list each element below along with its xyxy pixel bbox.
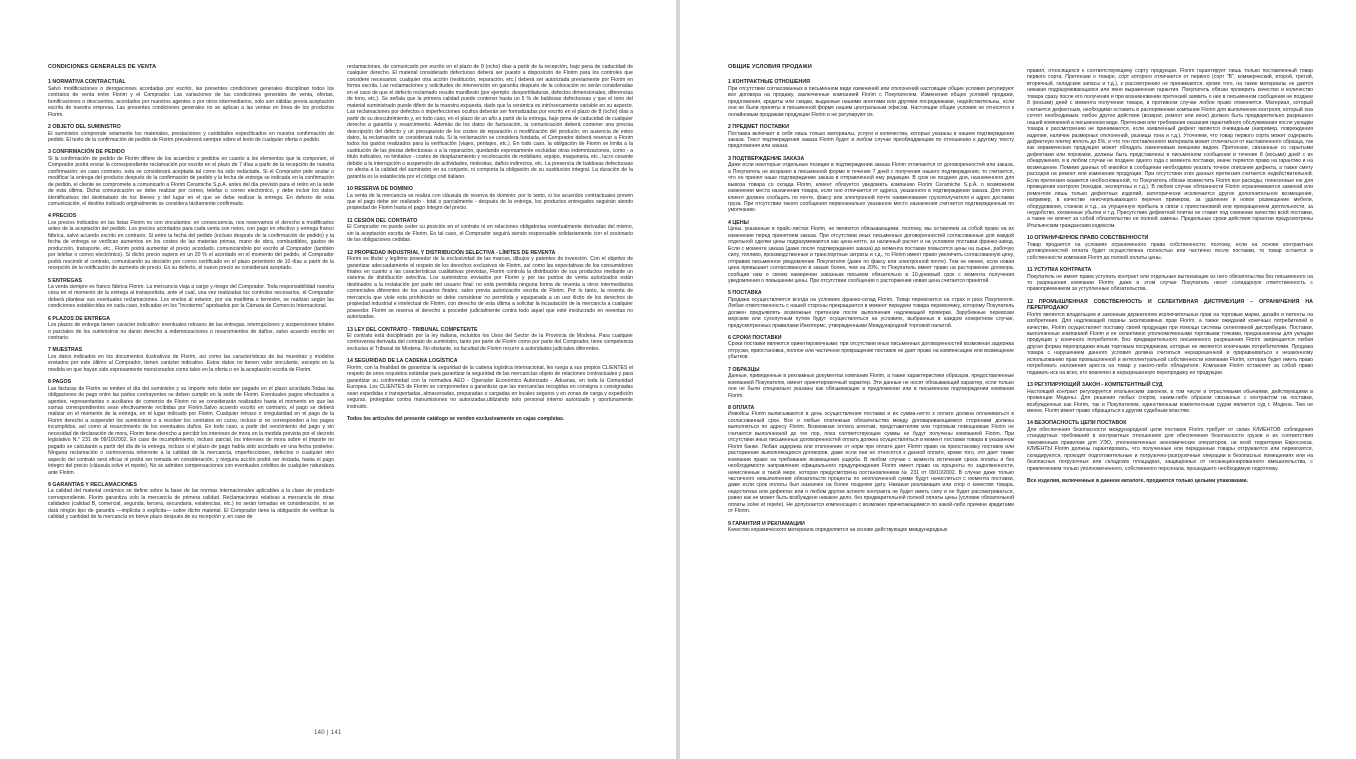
section-text: Los precios indicados en las listas Florim no son vinculantes: en consecuencia, nos reservamos el derecho a modificarlos antes de la aceptación del pedido. Los precios acordados para cada venta son netos, con pago en efectivo y entrega franco fábrica, salvo acuerdo escrito en contrario. Si entre la fecha del pedido (incluso después de la confirmación de pedido) y la fecha de entrega se verifican aumentos en los costes de las materias primas, mano de obra, combustibles, gastos de producción, transporte, etc., Florim podrá aumentar el precio acordado, comunicándolo por escrito al Comprador (también por telefax o correo electrónico). Si dicho precio supera en un 20 % el acordado en el momento del pedido, el Comprador podrá rescindir el contrato, comunicando su decisión por correo certificado en el plazo perentorio de 10 días a partir de la recepción de la notificación de aumento de precio. En su defecto, el nuevo precio se considerará aceptado. (48, 219, 334, 272)
section (347, 64, 633, 180)
section-text: Florim является владельцем и законным держателем исключительных прав на торговые марки, дизайн и патенты на изобретения. Для надлежащей охраны эксклюзивных прав Florim, а также ожиданий конечных потребителей в качестве, Florim осуществляет поставку своей продукции при помощи системы селективной дистрибуции. Поставки, выполненные компанией Florim и ее селективно уполномоченными торговыми точками, предназначены для укладки продукции у конечного потребителя. Без предварительного письменного разрешения Florim запрещается любая другая форма перепродажи иным торговым посредникам, которые не являются конечными потребителями. Продажа товара с нарушением данного условия должна считаться неразрешенной и приравниваться к незаконному использованию прав промышленной и интеллектуальной собственности компании Florim, которая будет иметь право потребовать наложения ареста на товар у какого-либо обладателя. Компания Florim оставляет за собой право подавать иск на всех, кто вовлечен в неразрешенную перепродажу ее продукции. (1027, 311, 1313, 376)
section-heading: 8 PAGOS (48, 379, 72, 386)
section (48, 316, 334, 342)
section-text: Las facturas de Florim se emiten el día del suministro y su importe neto debe ser pagado en el plazo acordado.Todas las obligaciones de pago entre las partes contrayentes se deben cumplir en la sede de Florim. Eventuales pagos efectuados a agentes, representantes o auxiliares de comercio de Florim no se considerarán realizados hasta el momento en que las sumas correspondientes sean efectivamente recibidas por Florim.Salvo acuerdo escrito en contrario, el pago se deberá realizar en el momento de la entrega, en el lugar indicado por Florim. Cualquier retraso o irregularidad en el pago de la Florim derecho a suspender los suministros o a resolver los contratos en curso, incluso si no corresponden a los pagos incumplidos, así como al resarcimiento de los eventuales daños. En todo caso, a partir del vencimiento del pago y sin necesidad de declaración de mora, Florim tiene derecho a percibir los intereses de mora en la medida prevista por el decreto legislativo N.° 231 de 09/10/2002. En caso de incumplimiento, incluso parcial, los intereses de mora sobre el importe no pagado se calcularán a partir del día de la entrega, incluso si el plazo de pago había sido acordado en una fecha posterior. Ninguna reclamación o controversia inherente a la calidad de la mercancía, imperfecciones, defectos o cualquier otro aspecto del contrato será eficaz ni podrá ser tomada en consideración, y ninguna acción podrá ser iniciada, hasta el pago íntegro del precio (cláusula solve et repete). No se admiten compensaciones con eventuales créditos de cualquier naturaleza ante Florim. (48, 385, 334, 476)
section (728, 220, 1014, 284)
section (728, 156, 1014, 214)
section-text: Даже если некоторые отдельные позиции в подтверждении заказа Florim отличаются от договоренностей или заказа, а Покупатель не возразил в письменной форме в течение 7 дней с получения нашего подтверждения, то считается, что он принял наше подтверждение заказа в отправленной ему редакции. В срок не позднее дня, назначенного для вывоза товара со склада Florim, клиент обязуется уведомить компанию Florim Ceramiche S.p.A. о возможном изменении места назначения товара, если оно отличается от адреса, указанного в подтверждении заказа. Для этого клиент должен сообщить по почте, факсу или электронной почте наименование грузополучателя и адрес доставки груза. При отсутствии такого сообщения первоначально указанное место назначения считается подтвержденным по умолчанию. (728, 162, 1014, 214)
section-heading: 11 CESIÓN DEL CONTRATO (347, 217, 418, 224)
section-heading: 12 PROPIEDAD INDUSTRIAL Y DISTRIBUCIÓN SELECTIVA - LÍMITES DE REVENTA (347, 249, 556, 256)
section-text: La venta siempre es franco fábrica Florim. La mercancía viaja a cargo y riesgo del Comprador. Toda responsabilidad nuestra cesa en el momento de la entrega al transportista, ante el cual, una vez realizadas los controles necesarios, el Comprador deberá plantear sus eventuales reclamaciones. Los envíos al exterior, por vía marítima o terrestre, se realizan según las condiciones establecidas en cada caso, indicadas en los "Incoterms" aprobados por la Cámara de Comercio Internacional. (48, 283, 334, 310)
section (728, 521, 1014, 534)
section-text: Si la confirmación de pedido de Florim difiere de los acuerdos o pedidos en cuanto a los elementos que la componen, el Comprador podrá enviar la correspondiente reclamación por escrito en el plazo de 7 días a partir de la recepción de nuestra confirmación; en caso contrario, esta se considerará aceptada tal como ha sido redactada. Si el Comprador pide anular o modificar la entrega del producto después de la confirmación de pedido y la fecha de entrega se indicada en la confirmación de pedido, el cliente se compromete a comunicarlo a Florim Ceramiche S.p.A. antes del día previsto para el retiro en la sede de esta última. Dicha comunicación se debe realizar por correo, telefax o correo electrónico, y debe incluir los datos identificativos del destinatario de los bienes y del lugar en el que se debe realizar la entrega. En defecto de esta comunicación, el destino indicado originalmente se considera tácitamente confirmado. (48, 155, 334, 208)
russian-closing-note: Все изделия, включенные в данном каталоге, продаются только целыми упаковками. (1027, 478, 1249, 484)
right-page (680, 0, 1356, 759)
section-heading: 9 GARANTÍAS Y RECLAMACIONES (48, 482, 137, 488)
section-text: El Comprador no puede ceder su posición en el contrato ni en relaciones obligatorias eventualmente derivadas del mismo, sin la aceptación escrita de Florim. En tal caso, el Comprador seguirá siendo responsable solidariamente con el cesionario de las obligaciones cedidas. (347, 224, 633, 244)
section (48, 347, 334, 373)
section (48, 278, 334, 310)
section-text: Florim, con la finalidad de garantizar la seguridad de la cadena logística internacional, les ruega a sus propios CLIENTES el respeto de unos requisitos estándar para garantizar la seguridad de las mercancías objeto de relaciones contractuales y para garantizar su conformidad con la normativa AEO - Operador Económico Autorizado - Aduanas, en toda la Comunidad Europea. Los CLIENTES de Florim se comprometen a garantizar que las mercancías recogidas en consigna o consignadas sean expedidas o transportadas, almacenadas, preparadas o cargadas en locales seguros y en zonas de carga y expedición seguras, protegidas contra manumisiones no autorizadas,utilizando solo personal interno autorizado y oportunamente instruido. (347, 364, 633, 410)
section-heading: 3 ПОДТВЕРЖДЕНИЕ ЗАКАЗА (728, 155, 805, 162)
section (728, 335, 1014, 361)
spanish-column-1 (48, 64, 334, 527)
section-text: Для обеспечения безопасности международной цепи поставок Florim требует от своих КЛИЕНТОВ соблюдения стандартных требований в контрактных отношениях для обеспечения безопасности грузов и их соответствия таможенным правилам для УЭО, уполномоченных экономических операторов, на всей территории Евросоюза. КЛИЕНТЫ Florim должны гарантировать, что полученные или переданные товары отгружаются или перевозятся, складируются, проходят подготовительные и погрузочно-разгрузочные операции в безопасных помещениях или на безопасных погрузочных или складских площадках, защищенных от несанкционированного вмешательства, с привлечением только уполномоченного, собственного персонала, прошедшего необходимую подготовку. (1027, 426, 1313, 472)
section-text: Сроки поставки являются ориентировочными: при отсутствии иных письменных договоренностей возможная задержка отгрузки, приостановка, полное или частичное прекращение поставок не дает право на компенсацию или возмещение убытков. (728, 341, 1014, 361)
section-heading: 4 PRECIOS (48, 213, 77, 220)
section (728, 405, 1014, 515)
section-text: Покупатель не имеет права уступать контракт или отдельные вытекающие из него обязательства без письменного на то разрешения компании Florim; даже в этом случае Покупатель несет солидарную ответственность с правоприемником за уступленные обязательства. (1027, 273, 1313, 293)
spanish-closing-note: Todos los artículos del presente catálogo se venden exclusivamente en cajas completas. (347, 415, 565, 422)
section-heading: 1 NORMATIVA CONTRACTUAL (48, 79, 126, 86)
section (48, 482, 334, 521)
section-heading: 10 RESERVA DE DOMINIO (347, 186, 413, 193)
section-heading: 2 OBJETO DEL SUMINISTRO (48, 124, 121, 131)
section-heading: 6 PLAZOS DE ENTREGA (48, 315, 111, 322)
section-heading: 9 ГАРАНТИЯ И РЕКЛАМАЦИИ (728, 520, 805, 527)
section-heading: 2 ПРЕДМЕТ ПОСТАВКИ (728, 124, 789, 131)
section-text: правил, относящихся к соответствующему сорту продукции. Florim гарантирует лишь только поставленный товар первого сорта. Претензии о товаре, сорт которого отличается от первого (сорт "B", коммерческий, второй, третий, вторичный, складские запасы и т.д.), к рассмотрению не принимаются, кроме того, на такие материалы не дается никакая подразумевающаяся или явно выраженная гарантия. Покупатель обязан проверить качество и количество товара сразу после его получения и при возникновении претензий заявить о них в письменном сообщении не позднее 8 (восьми) дней с момента получения товара, в противном случае любое право отменяется. Материал, который считается дефектным, необходимо оставить в распоряжении компании Florim для выполнения контроля, который она сочтет необходимым; любое другое действие (возврат, ремонт или иное) должно быть предварительно разрешено нашей компанией в письменном виде. Претензии или требования оказания гарантийного обслуживания после укладки товара к рассмотрению не принимаются, если заявленный дефект является очевидным (например, повреждения изделия, наличие размерных отклонений, разницы тона и т.д.). Уточняем, что товар первого сорта может содержать дефектную плитку вплоть до 5%, и что тон поставленного материала может отличаться от выставленного образца, так как керамическая продукция может обладать изменчивым внешним видом. Претензии, связанные со скрытыми дефектами или пороками, должны быть представлены в письменном сообщении в течение 8 (восьми) дней с их обнаружения, и в любом случае не позднее одного года с момента поставки, иначе теряется право на гарантию и на возмещение. Помимо данных об инвойсе в сообщении необходимо указать точное описание дефекта, а также смету расходов на ремонт или изменение продукции. При отсутствии этих данных претензия считается недействительной. Если претензия окажется необоснованной, то Покупатель обязан возместить Florim все расходы, понесенные ею для проведения контроля (поездки, экспертизы и т.д.). В любом случае обязанности Florim ограничиваются заменой или ремонтом лишь только дефектных изделий, категорически исключается другое дополнительное возмещение, например, в качестве неисчерпывающего перечня примеров, за удаление и новое размещение мебели, оборудования, станков и т.д., за упущенную прибыль в связи с приостановкой или прекращением деятельности, за неудобство, косвенные убытки и т.д. Присутствие дефектной плитки не ставит под сомнение качество всей поставки, а также не влечет за собой обязательство ее полной замены. Предельные сроки действия гарантии предусмотрены Итальянским гражданским кодексом. (1027, 68, 1313, 229)
russian-column-2 (1027, 68, 1313, 484)
section (347, 358, 633, 410)
section-heading: 7 MUESTRAS (48, 347, 83, 354)
section-text: Цены, указанные в прайс-листах Florim, не являются обязывающими, поэтому, мы оставляем за собой право на их изменение перед принятием заказа. При отсутствии иных письменных договоренностей согласованные для каждой отдельной сделки цены подразумеваются как цена-нетто, за наличный расчет и на условиях поставки франко-завод. Если с момента заказа (даже после подтверждения заказа) до момента поставки повысятся цены на сырье, рабочую силу, топливо, производственные и транспортные затраты и т.д., то Florim имеет право увеличить согласованную цену, отправив письменное уведомление Покупателю (даже по факсу или электронной почте). Тем не менее, если новая цена превышает согласованную в заказе более, чем на 20%, то Покупатель имеет право на расторжение договора, сообщив нам о своем намерении заказным письмом обязательно в 10-дневный срок с момента получения уведомления о повышении цены. При отсутствии сообщения о расторжении новая цена считается принятой. (728, 226, 1014, 284)
section (48, 213, 334, 271)
section (728, 124, 1014, 150)
section-heading: 14 БЕЗОПАСНОСТЬ ЦЕПИ ПОСТАВОК (1027, 420, 1127, 427)
section-text: El suministro comprende solamente los materiales, prestaciones y cantidades especificados en nuestra confirmación de pedido. El texto de la confirmación de pedido de Florim prevalecerá siempre sobre el texto de cualquier oferta o pedido. (48, 130, 334, 143)
section-heading: 14 SEGURIDAD DE LA CADENA LOGÍSTICA (347, 358, 458, 365)
section-heading: 13 РЕГУЛИРУЮЩИЙ ЗАКОН - КОМПЕТЕНТНЫЙ СУД (1027, 382, 1163, 389)
russian-column-1 (728, 64, 1014, 540)
section-text: Florim es titular y legítimo poseedor de la exclusividad de las marcas, dibujos y patentes de invención. Con el objetivo de garantizar adecuadamente el respeto de los derechos exclusivos de Florim, así como las expectativas de los consumidores finales en cuanto a las características cualitativas previstas, Florim controla la distribución de sus productos mediante un sistema de distribución selectiva. Los suministros enviados por Florim y por las puntos de venta autorizados están destinados a la instalación por parte del usuario final: no está permitida ninguna forma de reventa a otros intermediarios comerciales diferentes de los usuarios finales, salvo previa autorización escrita de Florim. Por lo tanto, la reventa de mercancía que viole esta prohibición se debe considerar no permitida y equiparada a un uso ilícito de los derechos de propiedad industrial e intelectual de Florim, con derecho de esta última a solicitar la incautación de la mercancía a cualquier poseedor. Florim se reserva el derecho a proceder judicialmente contra todo aquel que esté involucrado en reventas no autorizadas. (347, 256, 633, 321)
section (347, 250, 633, 321)
section-text: При отсутствии согласованных в письменном виде изменений или отклонений настоящие общие условия регулируют все договора на продажу, заключенные компанией Florim с Покупателем. Изменения общих условий продажи, предложения, кредиты или скидки, выданные нашими агентами или другими посредниками, недействительны, если они не были приняты в письменной форме нашим центральным офисом. Настоящие общие условия не относятся к онлайновым продажам продукции Florim и не регулируют их. (728, 85, 1014, 118)
section-heading: 5 ENTREGAS (48, 277, 82, 284)
spanish-column-2 (347, 64, 633, 422)
section (1027, 382, 1313, 414)
section-text: Настоящий контракт регулируется итальянским законом, в том числе и отраслевыми обычаями, действующими в провинции Модены. Для решения любых споров, каким-либо образом связанных с контрактом на поставки, возбужденных как Florim, так и Покупателем, единственным компетентным судом является суд г. Модена. Тем не менее, Florim имеет право обращаться к другим судебным властям. (1027, 388, 1313, 414)
section-heading: 11 УСТУПКА КОНТРАКТА (1027, 267, 1092, 274)
section (48, 124, 334, 143)
section (347, 218, 633, 244)
section (1027, 299, 1313, 376)
section-heading: 13 LEY DEL CONTRATO - TRIBUNAL COMPETENTE (347, 326, 478, 333)
section-text: La venta de la mercancía se realiza con cláusula de reserva de dominio; por lo tanto, si los acuerdos contractuales prevén que el pago debe ser realizado - total o parcialmente - después de la entrega, los productos entregados seguirán siendo propiedad de Florim hasta el pago íntegro del precio. (347, 192, 633, 212)
section (728, 367, 1014, 399)
left-page (0, 0, 676, 759)
section (728, 290, 1014, 329)
section-heading: 7 ОБРАЗЦЫ (728, 366, 760, 373)
spanish-title: CONDICIONES GENERALES DE VENTA (48, 64, 157, 70)
section-text: La calidad del material cerámico se define sobre la base de las normas internacionales aplicables a la clase de producto correspondiente. Florim garantiza solo la mercancía de primera calidad. Reclamaciones relativas a mercancía de otras calidades (calidad B, comercial, segunda, tercera, secundaria, existencias, etc.) no serán tomadas en consideración, ni se dará ningún tipo de garantía —implícita o explícita— sobre dicho material. El Comprador tiene la obligación de verificar la calidad y cantidad de la mercancía en breve plazo después de su recepción y, en caso de (48, 488, 334, 521)
section (1027, 68, 1313, 229)
section-text: Los datos indicados en los documentos ilustrativos de Florim, así como las características de las muestras y modelos enviados por este último al Comprador, tienen carácter indicativo. Estos datos no tienen valor vinculante, excepto en la medida en que hayan sido expresamente mencionados como tales en la oferta o en la aceptación escrita de Florim. (48, 353, 334, 373)
section-heading: 3 CONFIRMACIÓN DE PEDIDO (48, 149, 125, 156)
section-text: reclamaciones, de comunicarlo por escrito en el plazo de 8 (ocho) días a partir de la recepción, bajo pena de caducidad de cualquier derecho. El material considerado defectuoso deberá ser puesto a disposición de Florim para los controles que considere necesarios; cualquier otra acción (restitución, reparación, etc.) deberá ser autorizada previamente por Florim en forma escrita. Las reclamaciones y solicitudes de intervención en garantía después de la colocación no serán consideradas en el caso de que el defecto reclamado resulte manifiesto (por ejemplo: desportilladuras, defectos dimensionales, diferencias de tono, etc.). Se señala que la primera calidad puede contener hasta un 5 % de baldosas defectuosas y que el tono del material suministrado puede diferir de la muestra expuesta, dado que la cerámica es intrínsecamente variable en su aspecto. Las reclamaciones por defectos o imperfecciones ocultos deberán ser formalizadas por escrito en el plazo de 8 (ocho) días a partir de su descubrimiento y, en todo caso, en el plazo de un año a partir de la entrega, bajo pena de caducidad de cualquier derecho a garantía y resarcimiento. Además de los datos de facturación, la comunicación deberá contener una precisa descripción del defecto y un presupuesto de los costes de reparación o modificación del producto; en ausencia de estos datos, la reclamación se considerará nula. Si la reclamación se considera fundada, el Comprador deberá reservar a Florim todos los gastos realizados para la verificación (viajes, peritajes, etc.). En todo caso, la obligación de Florim se limita a la sustitución de las piezas defectuosas o a la reparación, quedando expresamente excluidas otras indemnizaciones, como - a título indicativo, no limitativo - costes de desplazamiento y recolocación de mobiliario, equipo, maquinaria, etc., lucro cesante debido a la interrupción o suspensión de actividades, molestias, daños indirectos, etc. La presencia de baldosas defectuosas no afecta a la calidad del suministro en su conjunto, ni comporta la obligación de su sustitución integral. La duración de la garantía es la establecida por el código civil italiano. (347, 64, 633, 180)
section-heading: 8 ОПЛАТА (728, 405, 755, 412)
section-text: Поставка включает в себя лишь только материалы, услуги и количества, которые указаны в нашем подтверждении заказа. Текст подтверждения заказа Florim будет в любом случае преобладающим по отношению к другому тексту предложения или заказа. (728, 130, 1014, 150)
section (1027, 267, 1313, 293)
section (1027, 235, 1313, 261)
section-heading: 6 СРОКИ ПОСТАВКИ (728, 335, 782, 342)
section-text: Данные, приведенные в рекламных документах компании Florim, а также характеристики образцов, предоставленные компанией Покупателю, имеют ориентировочный характер. Эти данные не носят обязывающий характер, если только они не были специально указаны как обязывающие в предложении или в письменном подтверждении компании Florim. (728, 373, 1014, 399)
section-heading: 4 ЦЕНЫ (728, 219, 749, 226)
section (48, 379, 334, 476)
section-text: Продажа осуществляется всегда на условиях франко-склад Florim. Товар перевозится на страх и риск Покупателя. Любая ответственность с нашей стороны прекращается в момент передачи товара перевозчику, которому Покупатель должен предъявлять возможные претензии после выполнения надлежащей проверки. Зарубежные перевозки морским или сухопутным путем будут осуществляться на условиях, выбранных в каждом конкретном случае, предусмотренных правилами Инкотермс, утвержденными Международной торговой палатой. (728, 296, 1014, 329)
section-heading: 12 ПРОМЫШЛЕННАЯ СОБСТВЕННОСТЬ И СЕЛЕКТИВНАЯ ДИСТРИБУЦИЯ – ОГРАНИЧЕНИЯ НА ПЕРЕПРОДАЖУ (1027, 298, 1313, 312)
section-heading: 10 ОГРАНИЧЕННОЕ ПРАВО СОБСТВЕННОСТИ (1027, 235, 1149, 242)
russian-title: ОБЩИЕ УСЛОВИЯ ПРОДАЖИ (728, 64, 812, 70)
section-text: Инвойсы Florim выписываются в день осуществления поставки и их сумма-нетто к оплате должна оплачиваться в согласованный срок. Все и любые платежные обязательства между договаривающимися сторонами должны выполняться по адресу Florim. Возможная оплата агентам, представителям или торговым помощникам Florim не считается выполненной до тех пор, пока соответствующие суммы не будут получены компанией Florim. При отсутствии иных письменных договоренностей оплата должна осуществляться в момент поставки товара в указанном Florim банке. Любая задержка или отклонение от норм при оплате дает Florim право на приостановку поставок или расторжение выполняющихся договоров, даже если они не относятся к данной оплате, кроме того, это дает также компании право на требование возмещения ущерба. В любом случае с момента истечения срока оплаты и без необходимости направления официального предупреждения Florim имеет право на проценты по задолженности, начисленные в такой мере, которая предусмотрена постановлением № 231 от 09/10/2002. В случае даже только частичного невыполнения обязательств проценты по неоплаченной сумме будут начисляться с момента поставки, даже если срок оплаты был назначен на более позднюю дату. Никакая рекламация или спор о качестве товара, недостатках или дефектах или о любом другом аспекте контракта не будет иметь силу и не будет рассматриваться, равно как не может быть возбуждено никакое дело, без предварительной полной оплаты цены (условие обязательной оплаты solve et repete). Не допускается компенсация с возможно причитающимися по какой-либо причине кредитами от Florim. (728, 411, 1014, 515)
section-text: El contrato está disciplinado por la ley italiana, incluidos los Usos del Sector de la Provincia de Modena. Para cualquier controversia derivada del contrato de suministro, tanto por parte de Florim como por parte del Comprador, tiene competencia exclusiva el Tribunal de Modena. No obstante, es facultad de Florim recurrir a autoridades judiciales diferentes. (347, 333, 633, 352)
section (347, 327, 633, 353)
section (347, 186, 633, 212)
section (728, 79, 1014, 118)
section-text: Salvo modificaciones o derogaciones acordadas por escrito, las presentes condiciones generales disciplinan todos los contratos de venta entre Florim y el Comprador. Las variaciones de las condiciones generales de venta, ofertas, bonificaciones o descuentos, acordados por nuestros agentes o por otros intermediarios, solo son válidas previa aceptación escrita de nuestra empresa. Las presentes condiciones generales no se aplican a las ventas en línea de los productos Florim. (48, 85, 334, 118)
section-text: Товар продается на условиях ограниченного права собственности; поэтому, если на основе контрактных договоренностей оплата будет осуществлена полностью или частично после поставки, то товар остается в собственности компании Florim до полной оплаты цены. (1027, 241, 1313, 261)
section-heading: 5 ПОСТАВКА (728, 290, 762, 297)
section-text: Los plazos de entrega tienen carácter indicativo: eventuales retrasos de las entregas, interrupciones y suspensiones totales o parciales de los suministros no darán derecho a indemnizaciones o resarcimientos de daños, salvo acuerdo escrito en contrario. (48, 322, 334, 342)
section-heading: 1 КОНТРАКТНЫЕ ОТНОШЕНИЯ (728, 79, 810, 86)
section (48, 149, 334, 207)
page-numbers: 140 | 141 (314, 730, 342, 736)
section (48, 79, 334, 118)
section (1027, 420, 1313, 472)
section-text: Качество керамического материала определяется на основе действующих международных (728, 527, 948, 534)
